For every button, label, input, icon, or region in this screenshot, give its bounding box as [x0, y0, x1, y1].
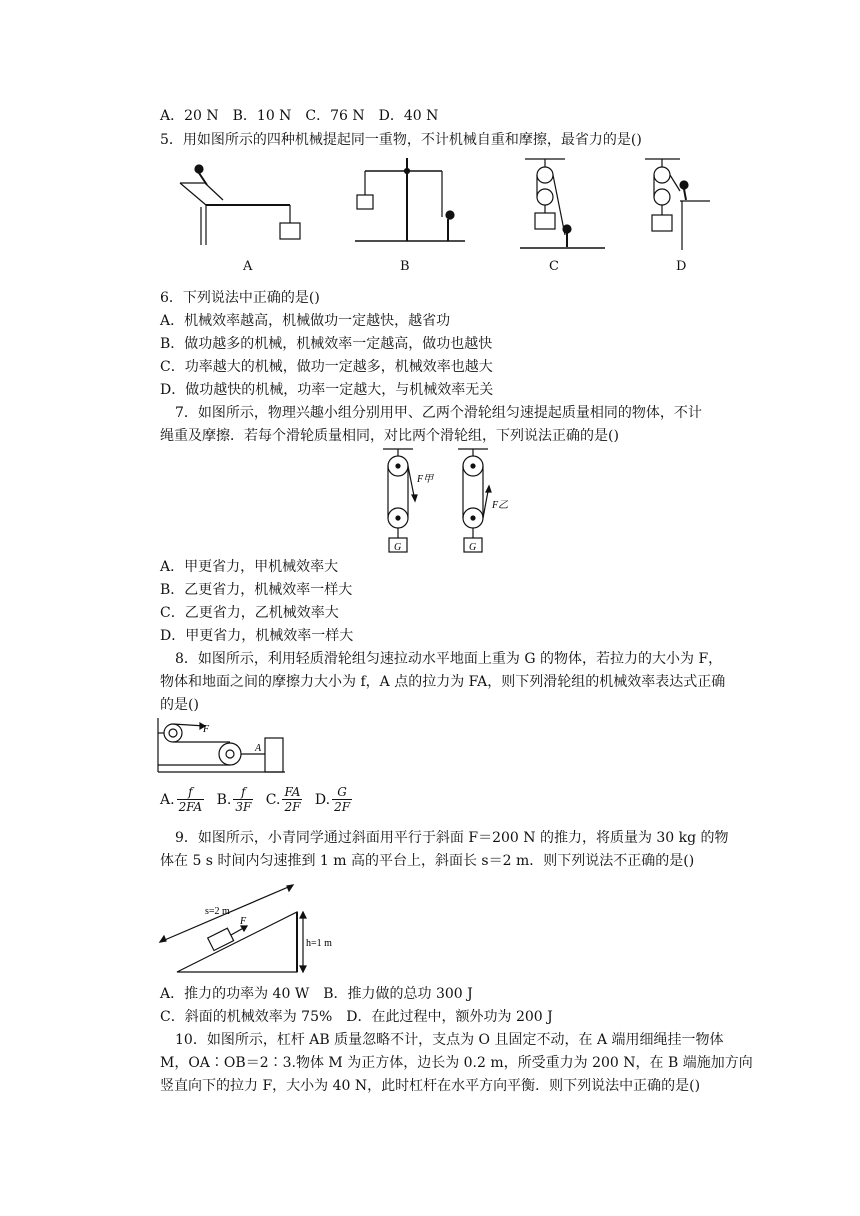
q7-figure [375, 446, 510, 556]
q5-figure-c [520, 159, 605, 248]
q8-option-b: B. $\frac{f}{3F}$ [216, 785, 252, 814]
q9-label-f: F [240, 916, 247, 927]
q6-option-a: A．机械效率越高，机械做功一定越快，越省功 [160, 313, 451, 329]
q8-options [160, 785, 354, 814]
q9-options-line2: C．斜面的机械效率为 75% D．在此过程中，额外功为 200 J [160, 1009, 553, 1025]
q7-label-g2: G [469, 542, 477, 553]
q5-label-a: A [243, 259, 253, 274]
q9-label-h: h=1 m [306, 938, 332, 949]
q10-stem-line2: M，OA∶OB＝2∶3.物体 M 为正方体，边长为 0.2 m，所受重力为 200 N，在 B 端施加方向 [160, 1055, 753, 1071]
q5-label-c: C [549, 259, 559, 274]
q8-label-a: A [255, 743, 262, 754]
q8-figure [155, 716, 295, 776]
q8-stem-line3: 的是() [160, 697, 199, 713]
q9-stem-line1: 9．如图所示，小青同学通过斜面用平行于斜面 F＝200 N 的推力，将质量为 30 kg 的物 [175, 830, 729, 846]
q8-label-f: F [203, 724, 210, 735]
q5-figure-a [180, 165, 300, 245]
q7-label-f2: F乙 [492, 500, 509, 511]
q4-options: A．20 N B．10 N C．76 N D．40 N [160, 108, 439, 124]
q5-figure-d [645, 159, 710, 250]
q7-label-g1: G [394, 542, 402, 553]
q5-stem: 5．用如图所示的四种机械提起同一重物，不计机械自重和摩擦，最省力的是() [160, 132, 642, 148]
q7-label-f1: F甲 [417, 474, 434, 485]
q8-option-a: A. $\frac{f}{2FA}$ [160, 785, 203, 814]
q6-option-d: D．做功越快的机械，功率一定越大，与机械效率无关 [160, 382, 494, 398]
q8-stem-line2: 物体和地面之间的摩擦力大小为 f，A 点的拉力为 FA，则下列滑轮组的机械效率表达式正确 [160, 674, 726, 690]
q8-option-d: D. $\frac{G}{2F}$ [314, 785, 351, 814]
q9-stem-line2: 体在 5 s 时间内匀速推到 1 m 高的平台上，斜面长 s＝2 m．则下列说法不正确的是() [160, 853, 695, 869]
q7-option-a: A．甲更省力，甲机械效率大 [160, 559, 339, 575]
q7-option-c: C．乙更省力，乙机械效率大 [160, 605, 339, 621]
q7-option-b: B．乙更省力，机械效率一样大 [160, 582, 353, 598]
q10-stem-line3: 竖直向下的拉力 F，大小为 40 N，此时杠杆在水平方向平衡．则下列说法中正确的是() [160, 1078, 701, 1094]
q9-options-line1: A．推力的功率为 40 W B．推力做的总功 300 J [160, 986, 473, 1002]
q5-figure-b [355, 158, 465, 241]
q5-figure [175, 155, 720, 260]
q5-label-d: D [676, 259, 687, 274]
q7-stem-line2: 绳重及摩擦．若每个滑轮质量相同，对比两个滑轮组，下列说法正确的是() [160, 428, 619, 444]
q6-option-c: C．功率越大的机械，做功一定越多，机械效率也越大 [160, 359, 493, 375]
q9-label-s: s=2 m [205, 906, 230, 917]
q9-figure [155, 880, 345, 980]
q8-option-c: C. $\frac{FA}{2F}$ [265, 785, 301, 814]
q8-stem-line1: 8．如图所示，利用轻质滑轮组匀速拉动水平地面上重为 G 的物体，若拉力的大小为 F， [175, 651, 723, 667]
q7-stem-line1: 7．如图所示，物理兴趣小组分别用甲、乙两个滑轮组匀速提起质量相同的物体，不计 [175, 405, 702, 421]
q6-stem: 6．下列说法中正确的是() [160, 290, 320, 306]
q10-stem-line1: 10．如图所示，杠杆 AB 质量忽略不计，支点为 O 且固定不动，在 A 端用细绳挂一物体 [175, 1032, 724, 1048]
q7-option-d: D．甲更省力，机械效率一样大 [160, 628, 354, 644]
q6-option-b: B．做功越多的机械，机械效率一定越高，做功也越快 [160, 336, 493, 352]
q5-label-b: B [400, 259, 410, 274]
